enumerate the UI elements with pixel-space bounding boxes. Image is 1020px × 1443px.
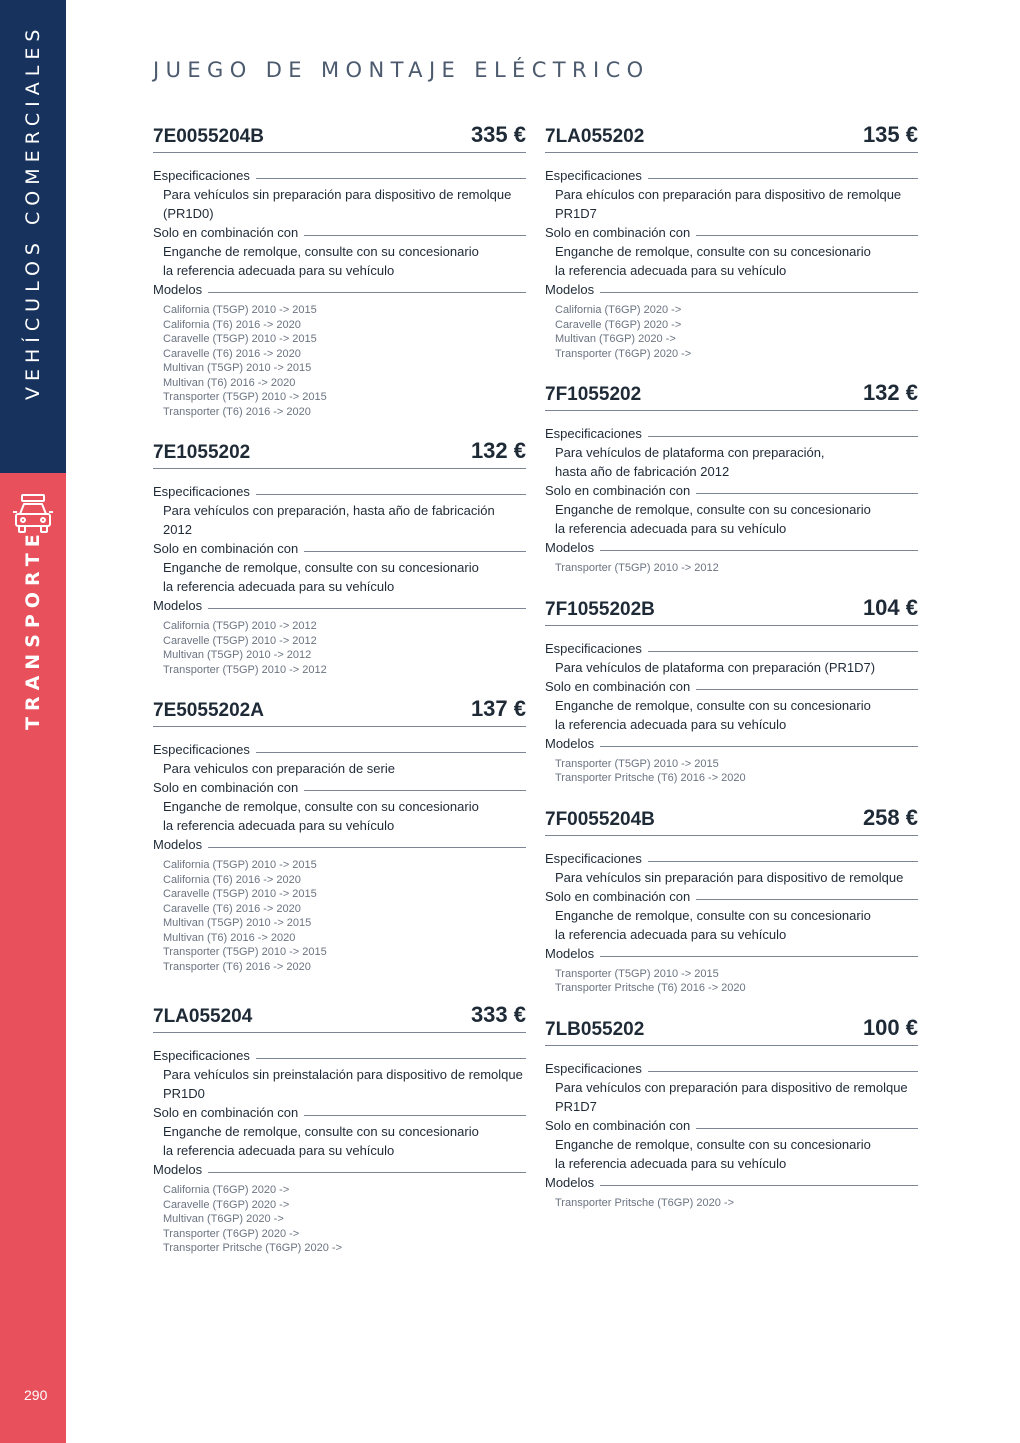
product-header: [545, 120, 918, 153]
product-header: [153, 1000, 526, 1033]
models-list: [153, 1183, 526, 1256]
product-card: [545, 803, 918, 996]
product-code: 7F0055204B: [545, 808, 655, 830]
product-header: [545, 378, 918, 411]
specs-text: Para vehículos de plataforma con preparación,: [555, 445, 825, 460]
product-price: 100 €: [862, 1014, 918, 1040]
model-item: Caravelle (T5GP) 2010 -> 2012: [163, 634, 317, 647]
specs-label: Especificaciones: [545, 849, 918, 868]
model-item: Transporter Pritsche (T6) 2016 -> 2020: [555, 982, 746, 994]
model-item: Transporter (T5GP) 2010 -> 2015: [163, 391, 327, 403]
product-card: [545, 120, 918, 361]
specs-text: Para vehiculos con preparación de serie: [163, 761, 395, 776]
model-item: Caravelle (T5GP) 2010 -> 2015: [163, 888, 317, 900]
models-label: Modelos: [545, 280, 918, 299]
model-item: Caravelle (T6) 2016 -> 2020: [163, 347, 301, 360]
product-card: [545, 1013, 918, 1211]
combo-text: Enganche de remolque, consulte con su concesionario: [163, 1124, 479, 1139]
model-item: Multivan (T6) 2016 -> 2020: [163, 931, 296, 944]
model-item: Transporter (T6GP) 2020 ->: [555, 347, 692, 360]
product-price: 137 €: [470, 696, 526, 721]
models-list: [545, 303, 918, 361]
models-label: Modelos: [545, 1173, 918, 1192]
combo-text: la referencia adecuada para su vehículo: [555, 926, 787, 942]
product-header: [545, 803, 918, 836]
models-list: [545, 1196, 918, 1211]
specs-label: Especificaciones: [545, 424, 918, 443]
combo-text: la referencia adecuada para su vehículo: [555, 521, 787, 536]
sidebar-category-label: VEHÍCULOS COMERCIALES: [22, 23, 44, 400]
right-column: [545, 120, 918, 1210]
specs-label: Especificaciones: [153, 166, 526, 185]
specs-label: Especificaciones: [545, 1059, 918, 1078]
product-code: 7E0055204B: [153, 126, 264, 147]
specs-label: Especificaciones: [153, 740, 526, 759]
specs-label: Especificaciones: [545, 166, 918, 185]
model-item: Caravelle (T6GP) 2020 ->: [555, 318, 682, 331]
models-label: Modelos: [545, 944, 918, 963]
model-item: Transporter (T5GP) 2010 -> 2012: [555, 562, 719, 574]
model-item: California (T6GP) 2020 ->: [555, 304, 682, 316]
combo-text: la referencia adecuada para su vehículo: [163, 818, 395, 833]
model-item: California (T5GP) 2010 -> 2012: [163, 620, 317, 632]
combo-label: Solo en combinación con: [545, 887, 918, 906]
product-card: [153, 694, 526, 974]
model-item: Transporter (T5GP) 2010 -> 2015: [555, 757, 719, 770]
specs-text: PR1D7: [555, 1098, 597, 1114]
combo-label: Solo en combinación con: [545, 1116, 918, 1135]
models-label: Modelos: [153, 835, 526, 854]
specs-text: PR1D7: [555, 206, 597, 221]
models-list: [545, 757, 918, 786]
product-price: 132 €: [470, 438, 526, 463]
product-code: 7LB055202: [545, 1018, 645, 1040]
combo-label: Solo en combinación con: [153, 539, 526, 558]
specs-text: Para vehículos sin preparación para dispositivo de remolque: [163, 187, 512, 202]
specs-text: Para vehículos de plataforma con preparación (PR1D7): [555, 659, 876, 675]
page-number: 290: [24, 1387, 48, 1403]
model-item: Caravelle (T6GP) 2020 ->: [163, 1198, 290, 1211]
model-item: Transporter (T5GP) 2010 -> 2015: [163, 946, 327, 958]
specs-label: Especificaciones: [153, 1046, 526, 1065]
model-item: Transporter (T5GP) 2010 -> 2015: [555, 967, 719, 980]
combo-label: Solo en combinación con: [545, 223, 918, 242]
page-title: JUEGO DE MONTAJE ELÉCTRICO: [153, 58, 650, 82]
combo-text: la referencia adecuada para su vehículo: [555, 716, 787, 732]
product-price: 333 €: [470, 1002, 526, 1027]
combo-text: Enganche de remolque, consulte con su concesionario: [163, 799, 479, 814]
model-item: Caravelle (T6) 2016 -> 2020: [163, 902, 301, 915]
product-code: 7LA055202: [545, 126, 645, 147]
sidebar-section-label: TRANSPORTE: [22, 528, 44, 730]
combo-text: Enganche de remolque, consulte con su concesionario: [555, 244, 871, 259]
models-label: Modelos: [153, 1160, 526, 1179]
product-header: [545, 1013, 918, 1046]
model-item: Transporter (T6) 2016 -> 2020: [163, 960, 311, 973]
combo-text: la referencia adecuada para su vehículo: [163, 263, 395, 278]
specs-text: Para vehículos sin preparación para dispositivo de remolque: [555, 869, 904, 885]
model-item: Transporter (T5GP) 2010 -> 2012: [163, 663, 327, 676]
models-list: [153, 303, 526, 419]
model-item: Caravelle (T5GP) 2010 -> 2015: [163, 333, 317, 345]
product-card: [153, 120, 526, 419]
product-code: 7E1055202: [153, 442, 251, 463]
product-card: [153, 436, 526, 677]
product-header: [545, 593, 918, 626]
models-list: [153, 858, 526, 974]
specs-text: PR1D0: [163, 1086, 205, 1101]
specs-text: Para ehículos con preparación para dispositivo de remolque: [555, 187, 902, 202]
product-card: [545, 378, 918, 576]
combo-label: Solo en combinación con: [545, 677, 918, 696]
left-column: [153, 120, 526, 1256]
combo-label: Solo en combinación con: [153, 1103, 526, 1122]
model-item: Multivan (T6) 2016 -> 2020: [163, 376, 296, 389]
product-price: 335 €: [470, 122, 526, 147]
combo-text: la referencia adecuada para su vehículo: [163, 1143, 395, 1158]
combo-text: la referencia adecuada para su vehículo: [555, 263, 787, 278]
model-item: California (T5GP) 2010 -> 2015: [163, 304, 317, 316]
product-code: 7E5055202A: [153, 700, 264, 721]
models-label: Modelos: [153, 596, 526, 615]
model-item: Multivan (T5GP) 2010 -> 2015: [163, 362, 312, 374]
model-item: Multivan (T6GP) 2020 ->: [163, 1213, 284, 1225]
model-item: Transporter (T6GP) 2020 ->: [163, 1227, 300, 1240]
models-label: Modelos: [545, 538, 918, 557]
models-label: Modelos: [153, 280, 526, 299]
specs-text: (PR1D0): [163, 206, 214, 221]
model-item: Multivan (T5GP) 2010 -> 2015: [163, 917, 312, 929]
specs-text: hasta año de fabricación 2012: [555, 464, 730, 479]
specs-text: Para vehículos con preparación, hasta año de fabricación 2012: [163, 503, 495, 537]
model-item: California (T5GP) 2010 -> 2015: [163, 859, 317, 871]
model-item: Multivan (T5GP) 2010 -> 2012: [163, 649, 312, 661]
model-item: California (T6) 2016 -> 2020: [163, 318, 301, 331]
product-price: 258 €: [862, 804, 918, 830]
model-item: California (T6) 2016 -> 2020: [163, 873, 301, 886]
product-price: 135 €: [862, 122, 918, 147]
model-item: Multivan (T6GP) 2020 ->: [555, 333, 676, 345]
model-item: Transporter Pritsche (T6GP) 2020 ->: [555, 1196, 735, 1209]
combo-label: Solo en combinación con: [153, 778, 526, 797]
model-item: Transporter (T6) 2016 -> 2020: [163, 405, 311, 418]
product-price: 132 €: [862, 380, 918, 405]
combo-text: la referencia adecuada para su vehículo: [555, 1155, 787, 1171]
combo-text: Enganche de remolque, consulte con su concesionario: [163, 244, 479, 259]
specs-label: Especificaciones: [153, 482, 526, 501]
combo-text: Enganche de remolque, consulte con su concesionario: [555, 1136, 871, 1152]
product-card: [153, 1000, 526, 1256]
models-list: [545, 967, 918, 996]
product-price: 104 €: [862, 594, 918, 620]
models-list: [153, 619, 526, 677]
model-item: California (T6GP) 2020 ->: [163, 1184, 290, 1196]
models-list: [545, 561, 918, 576]
specs-text: Para vehículos con preparación para dispositivo de remolque: [555, 1079, 908, 1095]
model-item: Transporter Pritsche (T6) 2016 -> 2020: [555, 772, 746, 784]
combo-text: Enganche de remolque, consulte con su concesionario: [163, 560, 479, 575]
product-code: 7LA055204: [153, 1006, 253, 1027]
combo-text: Enganche de remolque, consulte con su concesionario: [555, 697, 871, 713]
product-header: [153, 436, 526, 469]
combo-label: Solo en combinación con: [153, 223, 526, 242]
product-card: [545, 593, 918, 786]
model-item: Transporter Pritsche (T6GP) 2020 ->: [163, 1242, 343, 1254]
combo-text: la referencia adecuada para su vehículo: [163, 579, 395, 594]
product-header: [153, 120, 526, 153]
models-label: Modelos: [545, 734, 918, 753]
product-code: 7F1055202B: [545, 598, 655, 620]
combo-label: Solo en combinación con: [545, 481, 918, 500]
product-code: 7F1055202: [545, 384, 642, 405]
specs-text: Para vehículos sin preinstalación para dispositivo de remolque: [163, 1067, 523, 1082]
specs-label: Especificaciones: [545, 639, 918, 658]
combo-text: Enganche de remolque, consulte con su concesionario: [555, 907, 871, 923]
product-header: [153, 694, 526, 727]
combo-text: Enganche de remolque, consulte con su concesionario: [555, 502, 871, 517]
